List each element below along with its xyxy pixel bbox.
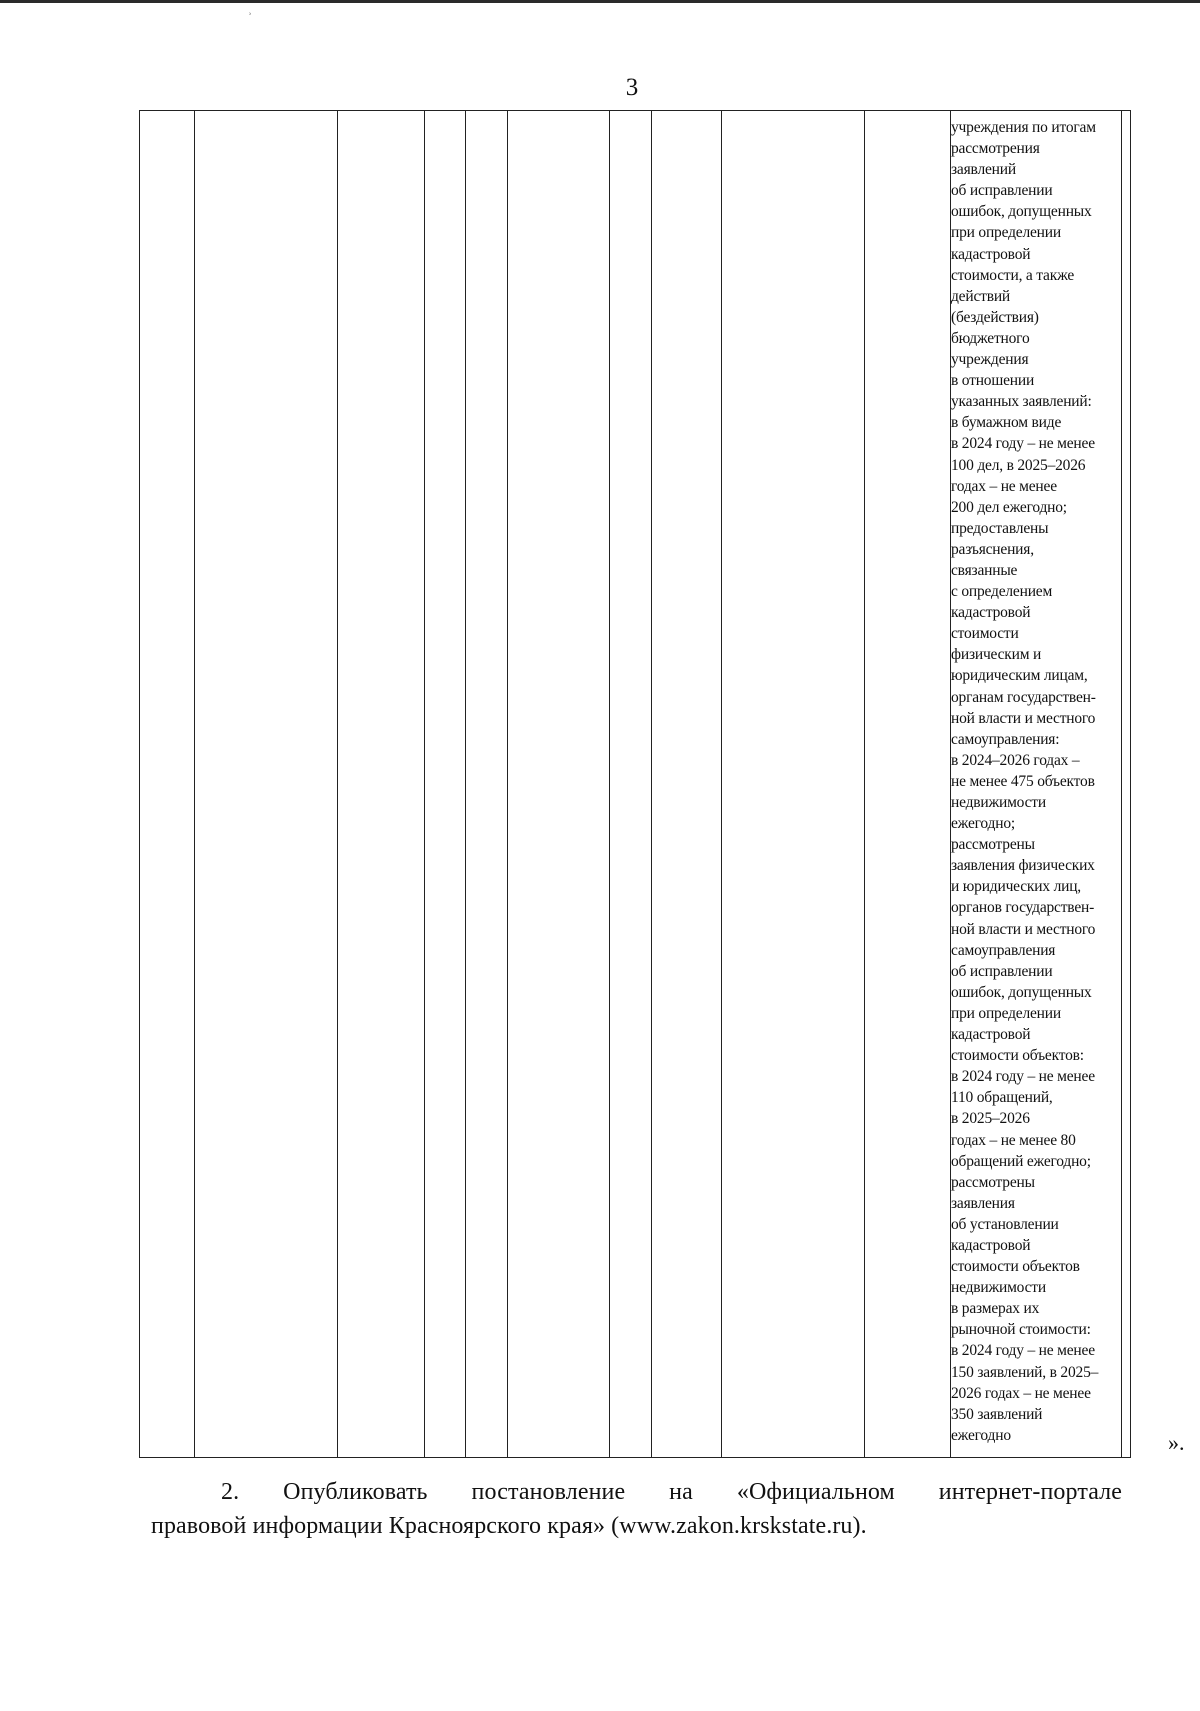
cell-line: ной власти и местного (951, 709, 1096, 727)
column-divider (194, 111, 195, 1457)
cell-line: кадастровой (951, 1236, 1031, 1254)
cell-line: об исправлении (951, 182, 1053, 200)
cell-line: в 2024 году – не менее (951, 435, 1095, 453)
cell-line: юридическим лицам, (951, 667, 1088, 685)
cell-line: 110 обращений, (951, 1089, 1053, 1107)
column-divider (721, 111, 722, 1457)
column-divider (609, 111, 610, 1457)
column-divider (1121, 111, 1122, 1457)
scan-mark: ʾ (248, 10, 252, 24)
cell-line: не менее 475 объектов (951, 772, 1095, 790)
cell-line: об исправлении (951, 962, 1053, 980)
cell-line: связанные (951, 561, 1018, 579)
cell-line: самоуправления (951, 941, 1056, 959)
cell-line: годах – не менее (951, 477, 1057, 495)
cell-line: в 2025–2026 (951, 1110, 1030, 1128)
column-divider (337, 111, 338, 1457)
closing-quote: ». (1168, 1430, 1185, 1455)
cell-line: годах – не менее 80 (951, 1131, 1076, 1149)
cell-line: учреждения по итогам (951, 119, 1096, 136)
cell-line: стоимости, а также (951, 266, 1075, 284)
cell-line: в 2024 году – не менее (951, 1068, 1095, 1086)
paragraph-line: правовой информации Красноярского края» (www.zakon.krskstate.ru). (151, 1513, 867, 1539)
cell-line: в бумажном виде (951, 414, 1062, 432)
cell-line: рассмотрения (951, 140, 1040, 158)
column-divider (651, 111, 652, 1457)
cell-line: в 2024–2026 годах – (951, 751, 1080, 769)
publication-paragraph (151, 1475, 1122, 1543)
cell-line: стоимости объектов: (951, 1047, 1084, 1065)
cell-line: (бездействия) (951, 308, 1039, 326)
page-number: 3 (625, 74, 639, 101)
cell-line: кадастровой (951, 604, 1031, 622)
cell-line: рассмотрены (951, 1173, 1035, 1191)
cell-line: заявлений (951, 161, 1016, 179)
cell-line: 350 заявлений (951, 1405, 1043, 1423)
cell-line: при определении (951, 1004, 1061, 1022)
cell-line: недвижимости (951, 794, 1046, 811)
table-cell-text (951, 117, 1119, 1446)
cell-line: ной власти и местного (951, 920, 1096, 938)
cell-line: предоставлены (951, 519, 1049, 537)
scan-top-edge (0, 0, 1200, 3)
cell-line: самоуправления: (951, 730, 1060, 748)
cell-line: в 2024 году – не менее (951, 1342, 1095, 1360)
cell-line: недвижимости (951, 1279, 1046, 1297)
cell-line: учреждения (951, 351, 1029, 369)
column-divider (864, 111, 865, 1457)
cell-line: ошибок, допущенных (951, 203, 1092, 221)
column-divider (507, 111, 508, 1457)
cell-line: стоимости объектов (951, 1258, 1080, 1276)
cell-line: при определении (951, 224, 1061, 242)
column-divider (465, 111, 466, 1457)
cell-line: бюджетного (951, 329, 1030, 347)
cell-line: ошибок, допущенных (951, 983, 1092, 1001)
cell-line: и юридических лиц, (951, 878, 1081, 896)
cell-line: ежегодно (951, 1426, 1011, 1444)
cell-line: в отношении (951, 372, 1035, 390)
cell-line: органам государствен- (951, 688, 1096, 706)
cell-line: стоимости (951, 625, 1019, 643)
cell-line: 2026 годах – не менее (951, 1384, 1091, 1402)
paragraph-line: 2. Опубликовать постановление на «Официальном интернет-портале (221, 1479, 1122, 1505)
cell-line: обращений ежегодно; (951, 1152, 1091, 1170)
cell-line: 100 дел, в 2025–2026 (951, 456, 1086, 474)
cell-line: 150 заявлений, в 2025– (951, 1363, 1099, 1381)
cell-line: кадастровой (951, 1026, 1031, 1044)
column-divider (424, 111, 425, 1457)
cell-line: об установлении (951, 1215, 1059, 1233)
cell-line: с определением (951, 583, 1053, 601)
cell-line: в размерах их (951, 1300, 1040, 1318)
cell-line: ежегодно; (951, 815, 1015, 833)
cell-line: органов государствен- (951, 899, 1095, 917)
cell-line: 200 дел ежегодно; (951, 498, 1067, 516)
cell-line: разъяснения, (951, 540, 1034, 558)
cell-line: указанных заявлений: (951, 393, 1092, 411)
cell-line: заявления физических (951, 857, 1095, 875)
cell-line: действий (951, 287, 1011, 305)
cell-line: рыночной стоимости: (951, 1321, 1091, 1339)
cell-line: заявления (951, 1194, 1015, 1212)
cell-line: рассмотрены (951, 836, 1035, 854)
cell-line: физическим и (951, 646, 1042, 664)
cell-line: кадастровой (951, 245, 1031, 263)
